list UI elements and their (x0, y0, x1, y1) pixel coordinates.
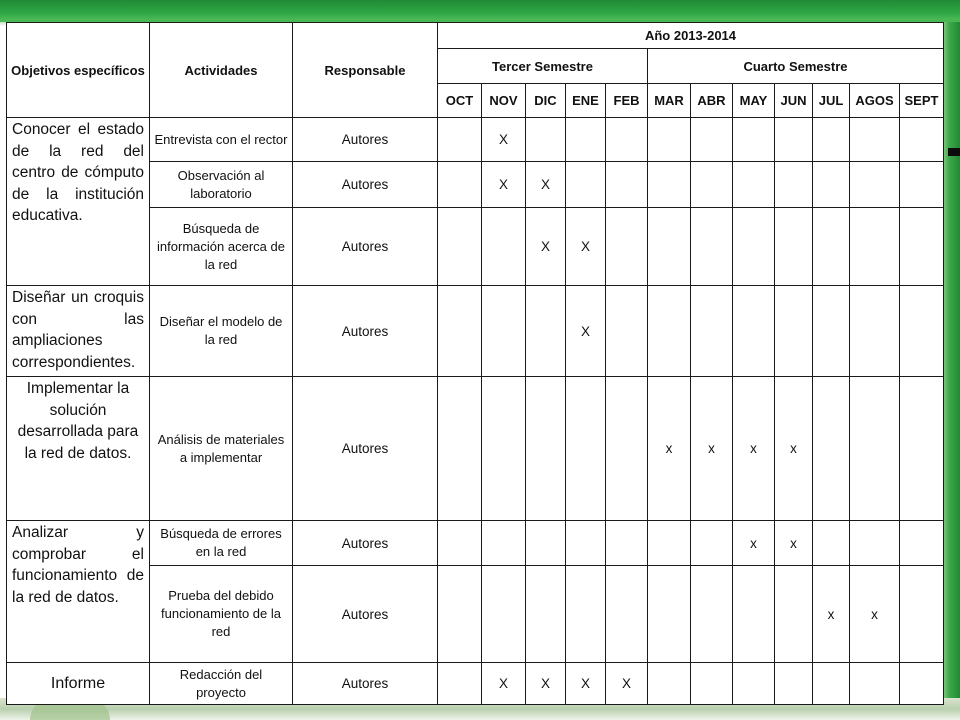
header-actividades: Actividades (150, 23, 293, 118)
mark-cell: X (566, 286, 606, 377)
mark-cell (691, 566, 733, 663)
mark-cell (850, 286, 900, 377)
month-header-oct: OCT (438, 84, 482, 118)
mark-cell (606, 566, 648, 663)
objective-text: Diseñar un croquis con las ampliaciones correspondientes. (12, 289, 144, 371)
activity-cell: Búsqueda de información acerca de la red (150, 208, 293, 286)
mark-cell: x (850, 566, 900, 663)
mark-cell (691, 208, 733, 286)
mark-cell (691, 118, 733, 162)
mark-cell (691, 521, 733, 566)
mark-cell (526, 377, 566, 521)
mark-cell: x (775, 521, 813, 566)
mark-cell (691, 663, 733, 705)
month-header-feb: FEB (606, 84, 648, 118)
month-header-ene: ENE (566, 84, 606, 118)
responsible-cell: Autores (293, 118, 438, 162)
responsible-cell: Autores (293, 566, 438, 663)
mark-cell (691, 162, 733, 208)
mark-cell (850, 377, 900, 521)
header-tercer-semestre: Tercer Semestre (438, 49, 648, 84)
month-header-may: MAY (733, 84, 775, 118)
mark-cell (775, 663, 813, 705)
mark-cell (900, 162, 944, 208)
mark-cell: X (566, 208, 606, 286)
mark-cell (850, 663, 900, 705)
mark-cell (900, 521, 944, 566)
schedule-table (6, 22, 944, 705)
responsible-cell: Autores (293, 663, 438, 705)
mark-cell: x (813, 566, 850, 663)
mark-cell (526, 118, 566, 162)
mark-cell (733, 286, 775, 377)
table-row (7, 377, 944, 521)
mark-cell (438, 162, 482, 208)
table-row (7, 118, 944, 162)
dark-corner-shape-small (948, 148, 960, 156)
mark-cell (648, 208, 691, 286)
mark-cell (482, 286, 526, 377)
activity-cell: Prueba del debido funcionamiento de la red (150, 566, 293, 663)
mark-cell (813, 286, 850, 377)
mark-cell (813, 162, 850, 208)
mark-cell: X (526, 208, 566, 286)
mark-cell (900, 377, 944, 521)
mark-cell: X (606, 663, 648, 705)
objective-text: Informe (50, 674, 106, 692)
mark-cell (813, 208, 850, 286)
mark-cell (566, 162, 606, 208)
responsible-cell: Autores (293, 162, 438, 208)
mark-cell (775, 208, 813, 286)
responsible-cell: Autores (293, 208, 438, 286)
responsible-cell: Autores (293, 521, 438, 566)
mark-cell (850, 118, 900, 162)
header-cuarto-semestre: Cuarto Semestre (648, 49, 944, 84)
mark-cell (606, 118, 648, 162)
mark-cell (526, 566, 566, 663)
mark-cell (775, 566, 813, 663)
activity-cell: Búsqueda de errores en la red (150, 521, 293, 566)
mark-cell (733, 663, 775, 705)
mark-cell (813, 521, 850, 566)
mark-cell (438, 208, 482, 286)
mark-cell (900, 663, 944, 705)
mark-cell (733, 118, 775, 162)
objective-cell (7, 286, 150, 377)
mark-cell (566, 521, 606, 566)
mark-cell (606, 521, 648, 566)
mark-cell (813, 377, 850, 521)
objective-cell (7, 663, 150, 705)
mark-cell (775, 286, 813, 377)
activity-cell: Entrevista con el rector (150, 118, 293, 162)
mark-cell (691, 286, 733, 377)
mark-cell (438, 566, 482, 663)
mark-cell (438, 663, 482, 705)
mark-cell (648, 118, 691, 162)
mark-cell (733, 208, 775, 286)
mark-cell (813, 118, 850, 162)
mark-cell (482, 566, 526, 663)
mark-cell: x (691, 377, 733, 521)
mark-cell (900, 208, 944, 286)
mark-cell (648, 663, 691, 705)
mark-cell (900, 286, 944, 377)
mark-cell: x (733, 377, 775, 521)
activity-cell: Análisis de materiales a implementar (150, 377, 293, 521)
mark-cell (438, 118, 482, 162)
objective-text: Analizar y comprobar el funcionamiento de la red de datos. (12, 524, 144, 606)
mark-cell (566, 118, 606, 162)
month-header-jun: JUN (775, 84, 813, 118)
mark-cell (566, 377, 606, 521)
header-row-year (7, 23, 944, 49)
top-green-band (0, 0, 960, 22)
objective-cell (7, 377, 150, 521)
mark-cell (775, 162, 813, 208)
table-row (7, 286, 944, 377)
mark-cell: X (566, 663, 606, 705)
mark-cell (606, 377, 648, 521)
mark-cell (648, 162, 691, 208)
mark-cell: X (526, 663, 566, 705)
table-row (7, 521, 944, 566)
mark-cell (813, 663, 850, 705)
month-header-mar: MAR (648, 84, 691, 118)
mark-cell (438, 286, 482, 377)
mark-cell (606, 162, 648, 208)
month-header-nov: NOV (482, 84, 526, 118)
month-header-abr: ABR (691, 84, 733, 118)
month-header-jul: JUL (813, 84, 850, 118)
mark-cell (648, 566, 691, 663)
header-year: Año 2013-2014 (438, 23, 944, 49)
mark-cell (648, 286, 691, 377)
objective-cell (7, 521, 150, 663)
mark-cell: x (733, 521, 775, 566)
mark-cell (850, 521, 900, 566)
mark-cell (526, 521, 566, 566)
mark-cell (648, 521, 691, 566)
mark-cell (775, 118, 813, 162)
responsible-cell: Autores (293, 377, 438, 521)
mark-cell: x (775, 377, 813, 521)
header-objetivos: Objetivos específicos (7, 23, 150, 118)
mark-cell (900, 118, 944, 162)
activity-cell: Observación al laboratorio (150, 162, 293, 208)
responsible-cell: Autores (293, 286, 438, 377)
mark-cell (482, 521, 526, 566)
mark-cell (850, 208, 900, 286)
mark-cell (482, 208, 526, 286)
mark-cell (566, 566, 606, 663)
activity-cell: Diseñar el modelo de la red (150, 286, 293, 377)
month-header-agos: AGOS (850, 84, 900, 118)
mark-cell (606, 286, 648, 377)
mark-cell (606, 208, 648, 286)
mark-cell (526, 286, 566, 377)
right-green-band (942, 22, 960, 702)
mark-cell: X (482, 162, 526, 208)
month-header-dic: DIC (526, 84, 566, 118)
activity-cell: Redacción del proyecto (150, 663, 293, 705)
mark-cell (438, 521, 482, 566)
objective-text: Implementar la solución desarrollada para la red de datos. (17, 380, 139, 462)
mark-cell: X (526, 162, 566, 208)
mark-cell (733, 162, 775, 208)
mark-cell: X (482, 118, 526, 162)
mark-cell (482, 377, 526, 521)
table-row (7, 663, 944, 705)
mark-cell: x (648, 377, 691, 521)
header-responsable: Responsable (293, 23, 438, 118)
month-header-sept: SEPT (900, 84, 944, 118)
mark-cell (900, 566, 944, 663)
mark-cell (438, 377, 482, 521)
objective-text: Conocer el estado de la red del centro de cómputo de la institución educativa. (12, 121, 144, 224)
mark-cell: X (482, 663, 526, 705)
mark-cell (850, 162, 900, 208)
objective-cell (7, 118, 150, 286)
mark-cell (733, 566, 775, 663)
